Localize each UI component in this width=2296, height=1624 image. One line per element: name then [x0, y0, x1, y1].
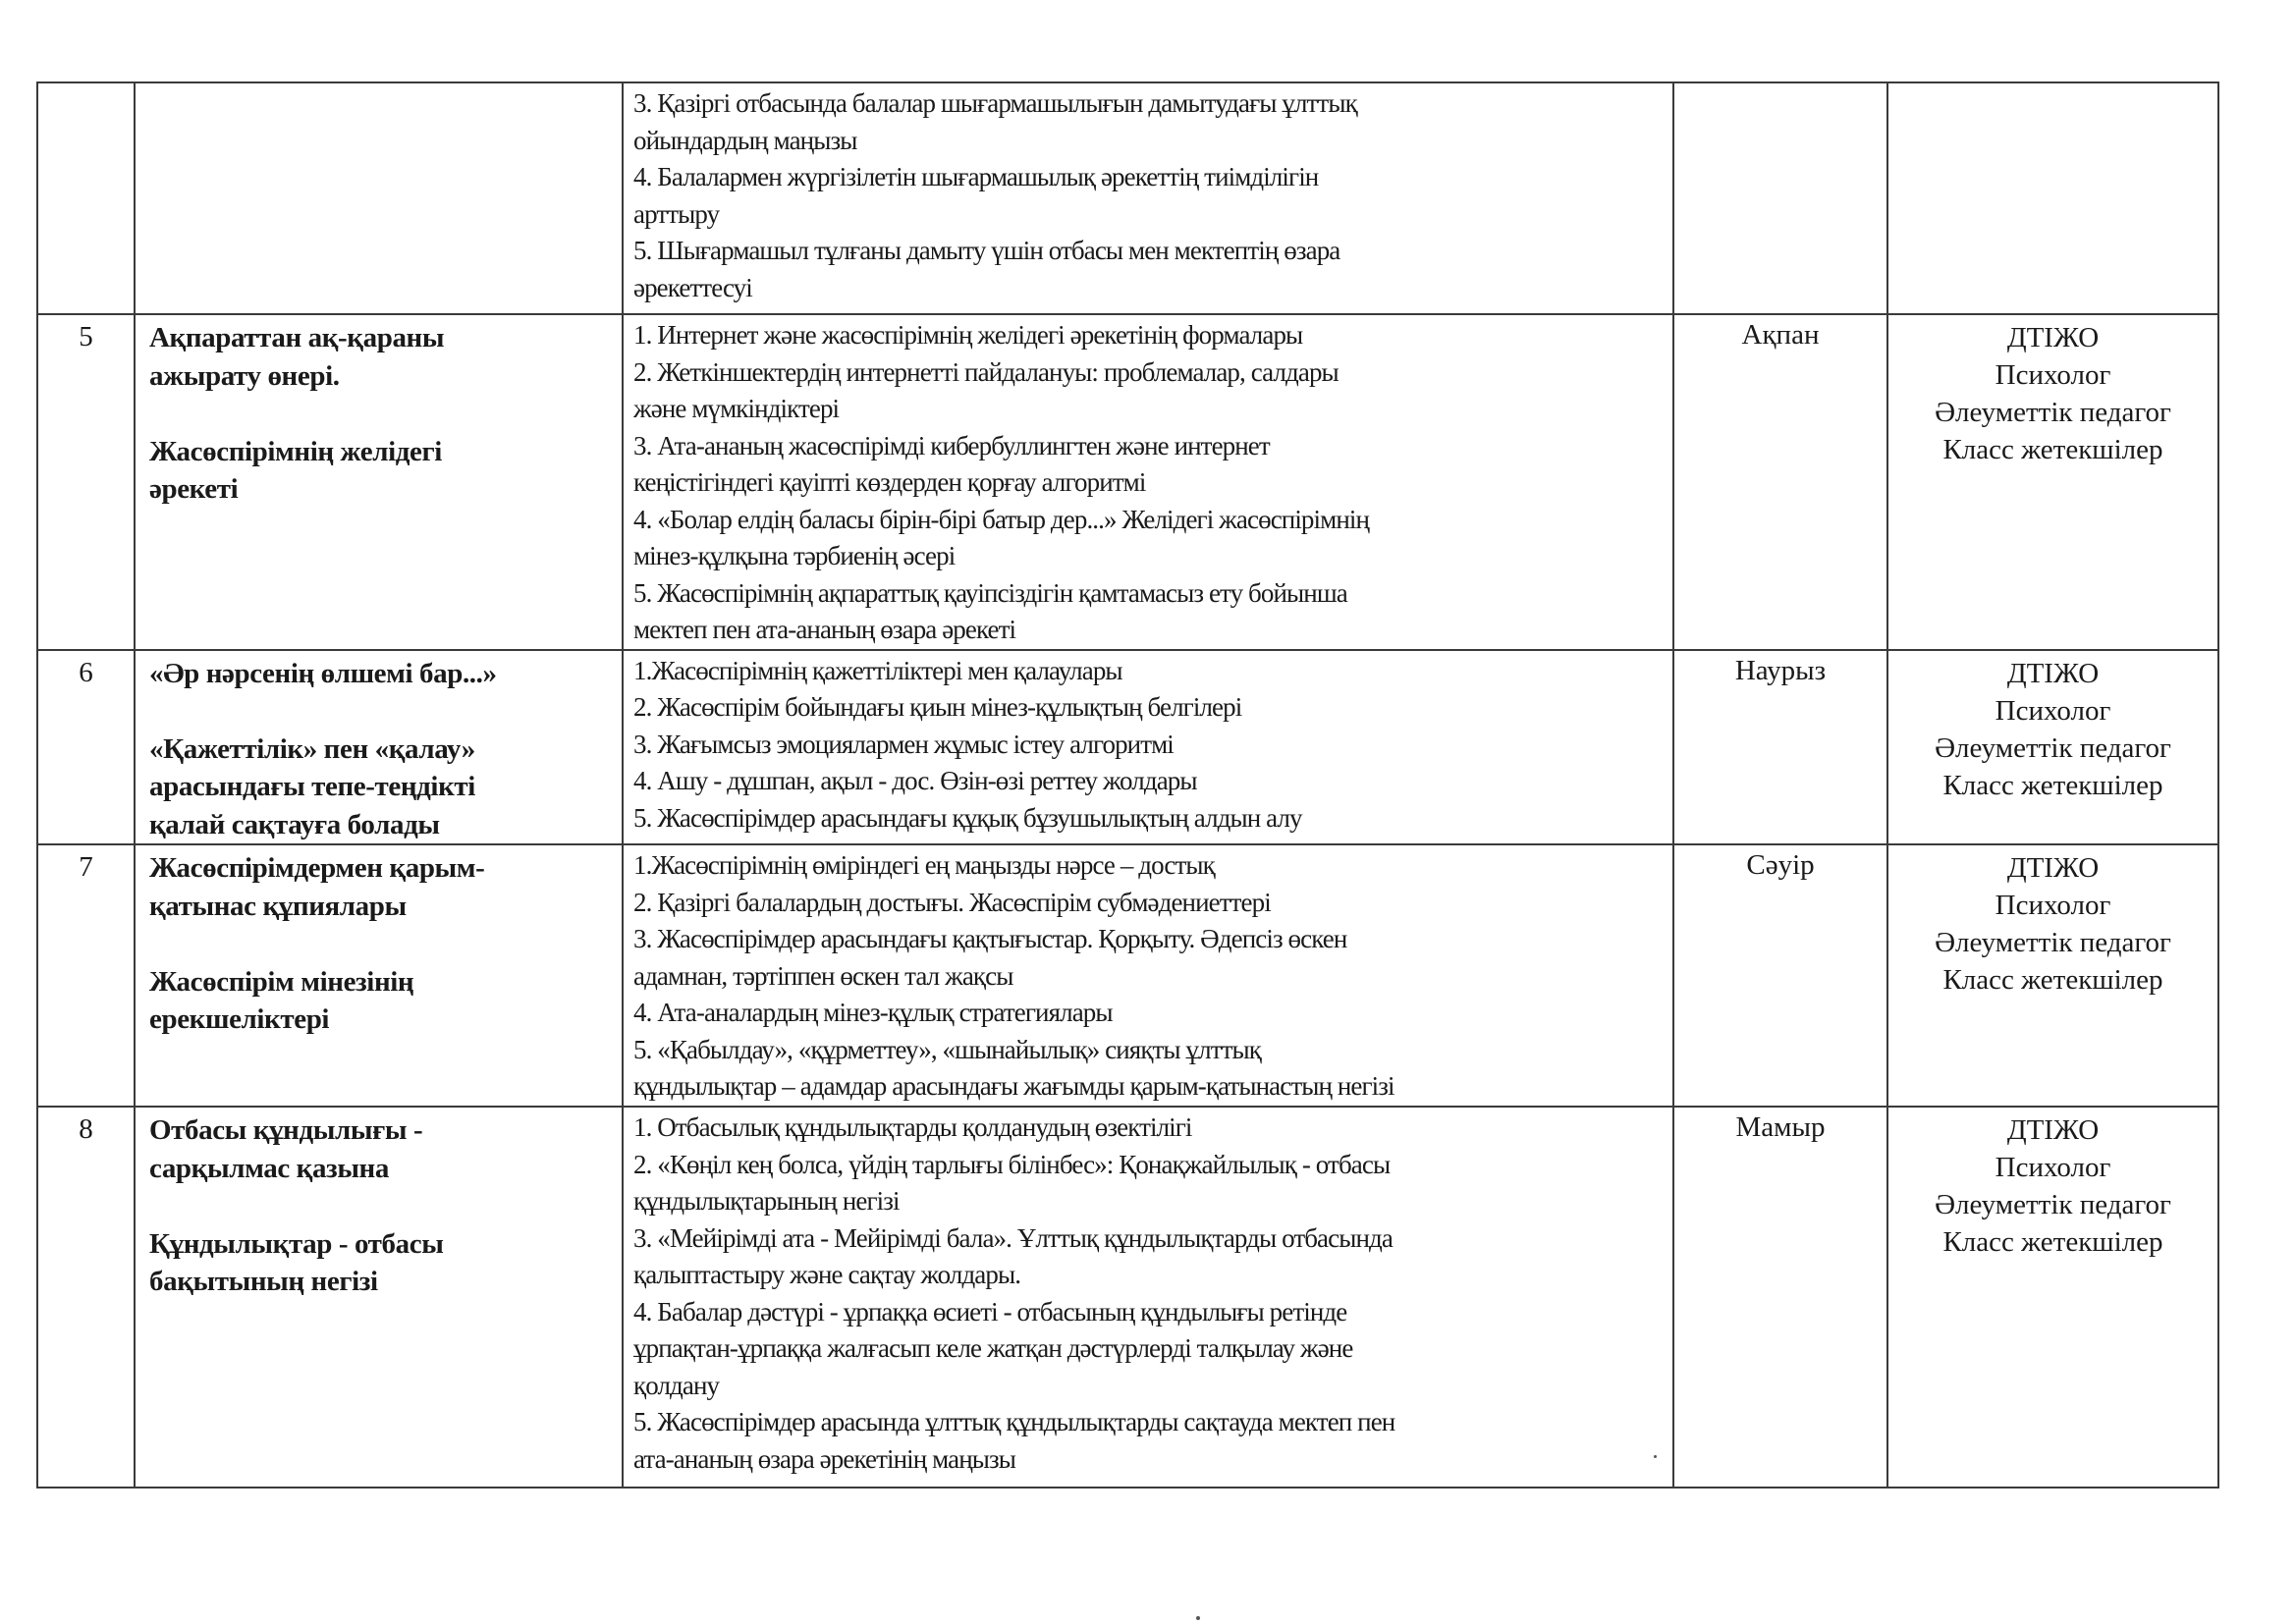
row-number-cell: [37, 650, 135, 845]
month: Ақпан: [1741, 319, 1820, 351]
topic-cell: [135, 1107, 623, 1488]
scan-speck: [1654, 1455, 1657, 1458]
topic-title: [136, 315, 622, 509]
responsible-role: Әлеуметтік педагог: [1935, 1189, 2171, 1220]
responsible-role: ДТІЖО: [2006, 1114, 2100, 1146]
item-line: 3. Жағымсыз эмоциялармен жұмыс істеу алгоритмі: [633, 729, 1174, 759]
item-line: құндылықтарының негізі: [633, 1186, 900, 1216]
topic-line: Ақпараттан ақ-қараны: [149, 322, 445, 353]
month: Наурыз: [1734, 654, 1827, 686]
item-line: адамнан, тәртіппен өскен тал жақсы: [633, 960, 1013, 991]
row-number: 7: [79, 851, 93, 883]
topic-title: [136, 1108, 622, 1301]
topic-line: Жасөспірімнің желідегі: [149, 435, 442, 467]
month: [1674, 83, 1886, 87]
item-line: қолдану: [633, 1370, 720, 1400]
items-cell: [623, 314, 1673, 650]
responsible-role: ДТІЖО: [2006, 657, 2100, 689]
topic-title: [136, 651, 622, 844]
item-line: 2. Жеткіншектердің интернетті пайдалануы: проблемалар, салдары: [633, 356, 1339, 387]
item-line: 1.Жасөспірімнің өміріндегі ең маңызды нәрсе – достық: [633, 850, 1215, 880]
topic-line: сарқылмас қазына: [149, 1152, 389, 1184]
responsible-role: Класс жетекшілер: [1942, 1226, 2163, 1258]
responsible-role: ДТІЖО: [2006, 852, 2100, 884]
item-line: ұрпақтан-ұрпаққа жалғасып келе жатқан дәстүрлерді талқылау және: [633, 1333, 1353, 1363]
responsible-cell: [1887, 314, 2218, 650]
item-line: 3. «Мейірімді ата - Мейірімді бала». Ұлттық құндылықтарды отбасында: [633, 1222, 1393, 1253]
topic-line: «Әр нәрсенің өлшемі бар...»: [149, 657, 497, 689]
responsible-role: Психолог: [1995, 694, 2111, 727]
row-number-cell: [37, 82, 135, 314]
spacer: [149, 925, 612, 963]
spacer: [149, 692, 612, 731]
responsible-list: [1888, 83, 2217, 87]
month-cell: [1673, 1107, 1887, 1488]
topic-title: [136, 83, 622, 87]
row-number: 6: [79, 656, 93, 688]
items-cell: [623, 650, 1673, 845]
topic-line: әрекеті: [149, 473, 239, 505]
responsible-list: [1888, 651, 2217, 804]
items-cell: [623, 844, 1673, 1107]
responsible-role: Класс жетекшілер: [1942, 964, 2163, 996]
responsible-role: ДТІЖО: [2006, 322, 2100, 353]
item-line: 3. Ата-ананың жасөспірімді кибербуллингтен және интернет: [633, 430, 1270, 460]
responsible-role: Психолог: [1995, 1152, 2111, 1183]
item-line: 5. «Қабылдау», «құрметтеу», «шынайылық» сияқты ұлттық: [633, 1034, 1261, 1064]
month-cell: [1673, 844, 1887, 1107]
item-line: 4. Ата-аналардың мінез-құлық стратегиялары: [633, 998, 1113, 1027]
responsible-role: Психолог: [1995, 359, 2111, 391]
responsible-role: Класс жетекшілер: [1942, 769, 2163, 801]
month-cell: [1673, 82, 1887, 314]
item-line: 4. Бабалар дәстүрі - ұрпаққа өсиеті - отбасының құндылығы ретінде: [633, 1296, 1347, 1326]
topic-line: қалай сақтауға болады: [149, 808, 440, 840]
item-line: 1.Жасөспірімнің қажеттіліктері мен қалаулары: [633, 655, 1122, 685]
item-line: 2. «Көңіл кең болса, үйдің тарлығы білінбес»: Қонақжайлылық - отбасы: [633, 1149, 1391, 1179]
item-line: арттыру: [633, 198, 720, 229]
table-row: [37, 844, 2218, 1107]
spacer: [149, 395, 612, 433]
table-row: [37, 82, 2218, 314]
topic-line: Құндылықтар - отбасы: [149, 1227, 444, 1260]
items-list: [624, 83, 1672, 306]
item-line: әрекеттесуі: [633, 272, 752, 302]
topic-line: «Қажеттілік» пен «қалау»: [149, 732, 475, 765]
responsible-role: Әлеуметтік педагог: [1935, 927, 2171, 958]
topic-title: [136, 845, 622, 1039]
item-line: мінез-құлқына тәрбиенің әсері: [633, 541, 956, 570]
item-line: 5. Жасөспірімнің ақпараттық қауіпсіздігін қамтамасыз ету бойынша: [633, 577, 1347, 608]
responsible-role: Психолог: [1995, 890, 2111, 921]
topic-cell: [135, 650, 623, 845]
responsible-list: [1888, 845, 2217, 999]
topic-line: бақытының негізі: [149, 1266, 378, 1297]
responsible-role: Әлеуметтік педагог: [1935, 731, 2171, 764]
table-row: [37, 1107, 2218, 1488]
item-line: 5. Жасөспірімдер арасындағы құқық бұзушылықтың алдын алу: [633, 802, 1302, 833]
item-line: ойындардың маңызы: [633, 125, 857, 155]
responsible-list: [1888, 315, 2217, 468]
items-cell: [623, 1107, 1673, 1488]
item-line: 3. Жасөспірімдер арасындағы қақтығыстар. Қорқыту. Әдепсіз өскен: [633, 924, 1347, 953]
responsible-cell: [1887, 82, 2218, 314]
plan-table: [36, 81, 2219, 1489]
topic-line: арасындағы тепе-теңдікті: [149, 771, 475, 802]
items-list: [624, 1108, 1672, 1478]
month: Мамыр: [1735, 1111, 1826, 1143]
topic-line: ерекшеліктері: [149, 1003, 330, 1035]
topic-line: Отбасы құндылығы -: [149, 1114, 423, 1146]
item-line: құндылықтар – адамдар арасындағы жағымды қарым-қатынастың негізі: [633, 1071, 1394, 1101]
item-line: 2. Қазіргі балалардың достығы. Жасөспірім субмәдениеттері: [633, 887, 1271, 917]
scan-speck: [1196, 1616, 1200, 1620]
topic-line: Жасөспірімдермен қарым-: [149, 852, 485, 884]
item-line: және мүмкіндіктері: [633, 394, 840, 423]
item-line: 3. Қазіргі отбасында балалар шығармашылығын дамытудағы ұлттық: [633, 88, 1357, 118]
topic-cell: [135, 314, 623, 650]
item-line: мектеп пен ата-ананың өзара әрекеті: [633, 615, 1016, 644]
responsible-role: Әлеуметтік педагог: [1935, 397, 2171, 428]
responsible-role: Класс жетекшілер: [1942, 434, 2163, 465]
table-row: [37, 650, 2218, 845]
item-line: 5. Жасөспірімдер арасында ұлттық құндылықтарды сақтауда мектеп пен: [633, 1407, 1395, 1436]
topic-cell: [135, 844, 623, 1107]
row-number: 5: [79, 321, 93, 352]
month-cell: [1673, 314, 1887, 650]
row-number-cell: [37, 1107, 135, 1488]
topic-line: қатынас құпиялары: [149, 890, 407, 922]
row-number-cell: [37, 844, 135, 1107]
table-row: [37, 314, 2218, 650]
topic-line: ажырату өнері.: [149, 359, 340, 392]
item-line: қалыптастыру және сақтау жолдары.: [633, 1260, 1021, 1289]
responsible-cell: [1887, 1107, 2218, 1488]
item-line: 4. Ашу - дұшпан, ақыл - дос. Өзін-өзі реттеу жолдары: [633, 766, 1197, 795]
item-line: 1. Отбасылық құндылықтарды қолданудың өзектілігі: [633, 1112, 1192, 1142]
spacer: [149, 1187, 612, 1225]
topic-line: Жасөспірім мінезінің: [149, 965, 414, 998]
topic-cell: [135, 82, 623, 314]
items-list: [624, 315, 1672, 649]
responsible-cell: [1887, 844, 2218, 1107]
row-number: 8: [79, 1113, 93, 1145]
row-number-cell: [37, 314, 135, 650]
item-line: кеңістігіндегі қауіпті көздерден қорғау алгоритмі: [633, 467, 1146, 497]
item-line: 4. Балалармен жүргізілетін шығармашылық әрекеттің тиімділігін: [633, 162, 1319, 191]
row-number: [38, 83, 134, 89]
item-line: 1. Интернет және жасөспірімнің желідегі әрекетінің формалары: [633, 320, 1303, 350]
responsible-list: [1888, 1108, 2217, 1261]
month-cell: [1673, 650, 1887, 845]
responsible-cell: [1887, 650, 2218, 845]
items-list: [624, 651, 1672, 838]
item-line: 2. Жасөспірім бойындағы қиын мінез-құлықтың белгілері: [633, 692, 1242, 722]
items-cell: [623, 82, 1673, 314]
items-list: [624, 845, 1672, 1106]
item-line: 5. Шығармашыл тұлғаны дамыту үшін отбасы мен мектептің өзара: [633, 236, 1340, 265]
item-line: ата-ананың өзара әрекетінің маңызы: [633, 1443, 1016, 1474]
month: Сәуір: [1746, 849, 1815, 881]
item-line: 4. «Болар елдің баласы бірін-бірі батыр дер...» Желідегі жасөспірімнің: [633, 504, 1370, 534]
